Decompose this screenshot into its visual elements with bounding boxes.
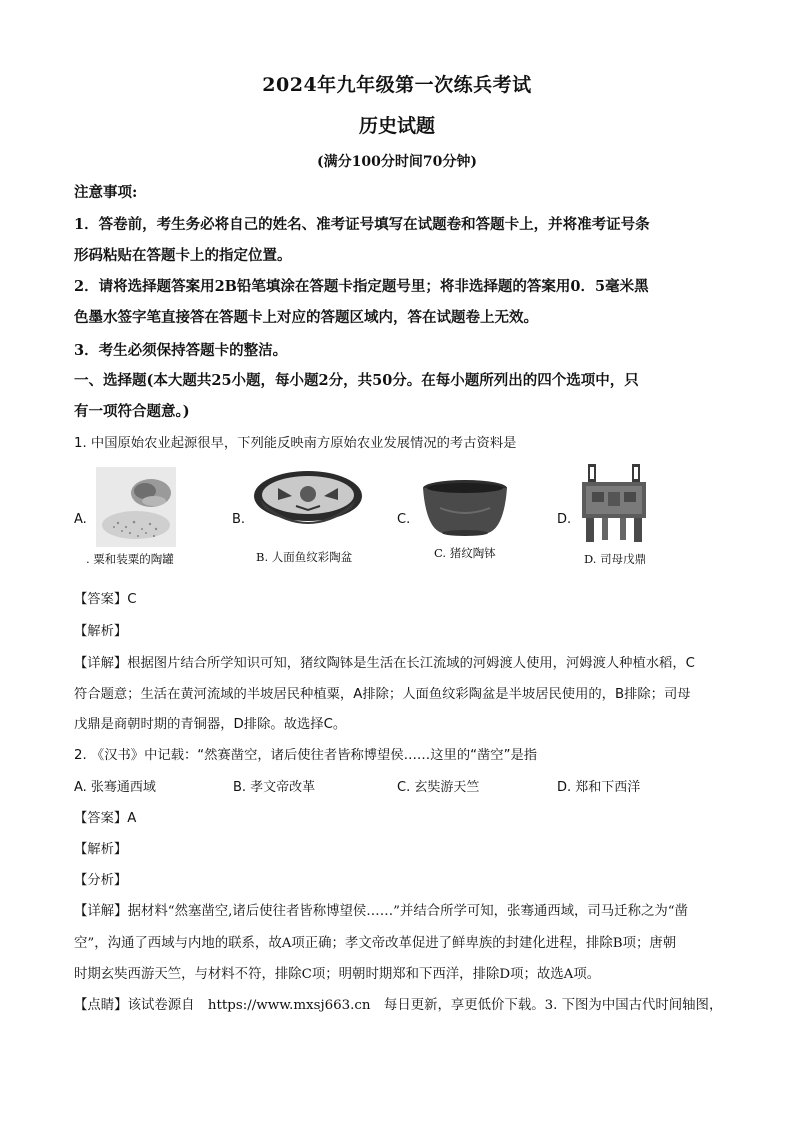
q2-dianjing bbox=[74, 994, 722, 1013]
q2-detail-label: 【详解】 bbox=[74, 904, 128, 919]
subject-title: 历史试题 bbox=[358, 115, 435, 137]
q2-analysis-label: 【解析】 bbox=[74, 842, 128, 857]
q2-option-c[interactable]: C. 玄奘游天竺 bbox=[397, 780, 480, 795]
notice-heading: 注意事项: bbox=[74, 184, 138, 201]
notice-item-3: 3．考生必须保持答题卡的整洁。 bbox=[74, 342, 288, 359]
q2-detail-line-2: 空”，沟通了西域与内地的联系，故A项正确；孝文帝改革促进了鲜卑族的封建化进程，排除B项；唐朝 bbox=[74, 936, 677, 951]
q2-dianjing-text: 该试卷源自 https://www.mxsj663.cn 每日更新，享更低价下载。3. 下图为中国古代时间轴图， bbox=[127, 998, 723, 1013]
notice-item-2-line-1: 2．请将选择题答案用2B铅笔填涂在答题卡指定题号里；将非选择题的答案用0．5毫米黑 bbox=[74, 278, 649, 295]
q2-option-b[interactable]: B. 孝文帝改革 bbox=[233, 780, 316, 795]
q1-option-d-letter[interactable]: D. bbox=[557, 512, 572, 527]
q1-option-b-letter[interactable]: B. bbox=[232, 512, 246, 527]
q1-option-b-image bbox=[252, 466, 364, 536]
q1-detail-line-1 bbox=[74, 652, 695, 671]
q1-option-b-caption: B. 人面鱼纹彩陶盆 bbox=[256, 550, 353, 564]
q2-fenxi-label: 【分析】 bbox=[74, 873, 128, 888]
q1-option-a-image bbox=[96, 467, 176, 547]
q2-option-a[interactable]: A. 张骞通西域 bbox=[74, 780, 156, 795]
q2-stem: 2. 《汉书》中记载：“然赛凿空，诸后使往者皆称博望侯……这里的“凿空”是指 bbox=[74, 748, 538, 763]
section-1-heading-line-1: 一、选择题(本大题共25小题，每小题2分，共50分。在每小题所列出的四个选项中，只 bbox=[74, 372, 639, 389]
exam-title: 2024年九年级第一次练兵考试 bbox=[262, 74, 532, 96]
q1-detail-line-2: 符合题意；生活在黄河流域的半坡居民种植粟，A排除；人面鱼纹彩陶盆是半坡居民使用的，B排除；司母 bbox=[74, 687, 691, 702]
q1-option-a-letter[interactable]: A. bbox=[74, 512, 87, 527]
q2-option-d[interactable]: D. 郑和下西洋 bbox=[557, 780, 641, 795]
q2-answer-value: A bbox=[127, 811, 137, 826]
q2-detail-text-1: 据材料“然塞凿空,诸后使往者皆称博望侯……”并结合所学可知，张骞通西域，司马迁称之为“凿 bbox=[127, 904, 688, 919]
q1-stem: 1. 中国原始农业起源很早，下列能反映南方原始农业发展情况的考古资料是 bbox=[74, 436, 517, 451]
q1-answer-label: 【答案】 bbox=[74, 592, 128, 607]
notice-item-2-line-2: 色墨水签字笔直接答在答题卡上对应的答题区域内，答在试题卷上无效。 bbox=[74, 309, 538, 326]
q2-dianjing-label: 【点睛】 bbox=[74, 998, 128, 1013]
q1-option-a-caption: . 粟和装粟的陶罐 bbox=[86, 552, 174, 566]
section-1-heading-line-2: 有一项符合题意。) bbox=[74, 403, 190, 420]
q2-detail-line-1 bbox=[74, 900, 688, 919]
q1-analysis-label: 【解析】 bbox=[74, 624, 128, 639]
q2-answer-label: 【答案】 bbox=[74, 811, 128, 826]
q1-option-d-image bbox=[578, 462, 650, 548]
q2-detail-line-3: 时期玄奘西游天竺，与材料不符，排除C项；明朝时期郑和下西洋，排除D项；故选A项。 bbox=[74, 967, 601, 982]
q2-answer bbox=[74, 807, 136, 826]
notice-item-1-line-1: 1．答卷前，考生务必将自己的姓名、准考证号填写在试题卷和答题卡上，并将准考证号条 bbox=[74, 216, 650, 233]
q1-option-c-letter[interactable]: C. bbox=[397, 512, 411, 527]
q1-detail-label: 【详解】 bbox=[74, 656, 128, 671]
q1-answer bbox=[74, 588, 136, 607]
notice-item-1-line-2: 形码粘贴在答题卡上的指定位置。 bbox=[74, 247, 292, 264]
q1-option-c-caption: C. 猪纹陶钵 bbox=[434, 546, 496, 560]
q1-answer-value: C bbox=[127, 592, 137, 607]
q1-option-c-image bbox=[420, 478, 510, 538]
q1-detail-line-3: 戊鼎是商朝时期的青铜器，D排除。故选择C。 bbox=[74, 717, 347, 732]
exam-meta: (满分100分时间70分钟) bbox=[317, 154, 477, 170]
q1-option-d-caption: D. 司母戊鼎 bbox=[584, 552, 647, 566]
q1-detail-text-1: 根据图片结合所学知识可知，猪纹陶钵是生活在长江流域的河姆渡人使用，河姆渡人种植水稻，C bbox=[127, 656, 695, 671]
